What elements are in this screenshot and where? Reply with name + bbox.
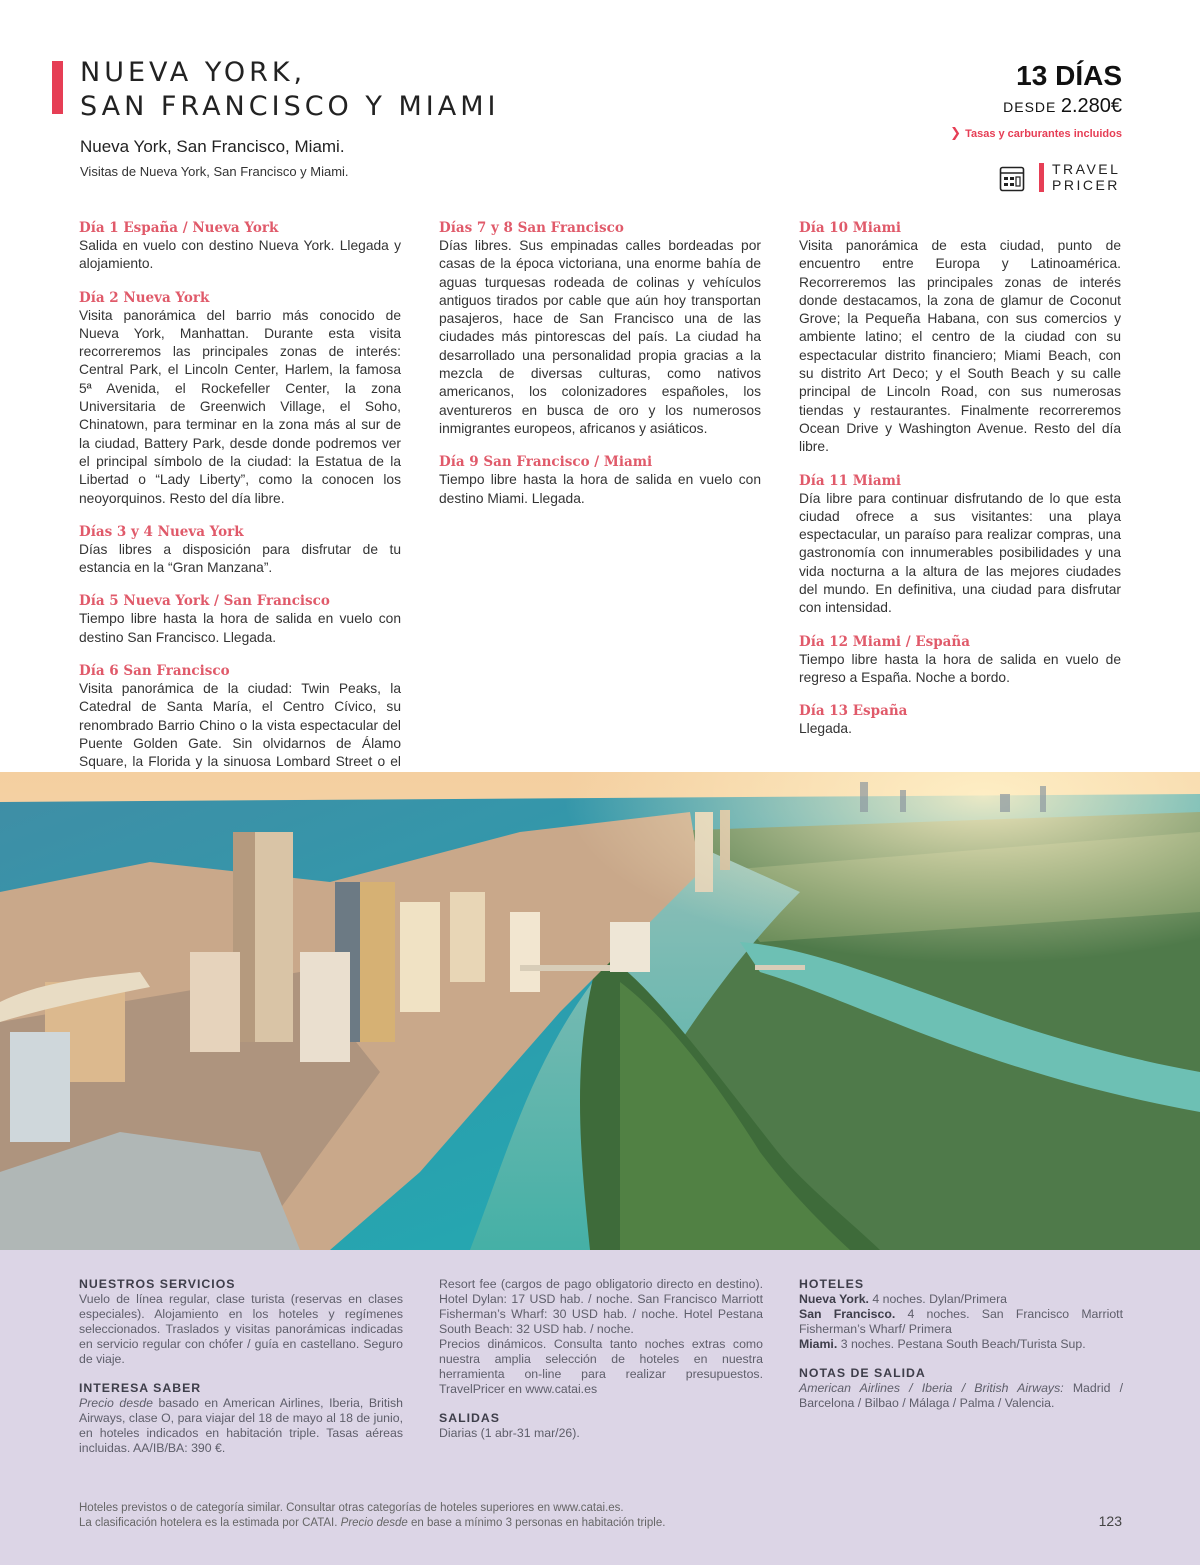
page-number: 123 [1098, 1513, 1122, 1529]
resort-fee-text: Resort fee (cargos de pago obligatorio directo en destino). Hotel Dylan: 17 USD hab. / noche. San Francisco Marriott Fisherman’s Wharf: 30 USD hab. / noche. Hotel Pestana South Beach: 32 USD hab. / noche. [439, 1277, 763, 1336]
notas-airlines: American Airlines / Iberia / British Airways: [799, 1381, 1064, 1395]
services-text: Vuelo de línea regular, clase turista (reservas en clases especiales). Alojamiento en los hoteles y regímenes seleccionados. Traslados y visitas panorámicas indicadas en servicio regular con chófer / guía en castellano. Seguro de viaje. [79, 1292, 403, 1366]
salidas-text: Diarias (1 abr-31 mar/26). [439, 1426, 580, 1440]
day-text: Tiempo libre hasta la hora de salida en vuelo con destino Miami. Llegada. [439, 472, 761, 506]
hotel-city: Nueva York. [799, 1292, 869, 1306]
day-text: Día libre para continuar disfrutando de lo que esta ciudad ofrece a sus visitantes: una playa espectacular, un paraíso para realizar compras, una gastronomía con innumerables posibilidades y una vida nocturna a la altura de las mejores ciudades del mundo. En definitiva, una ciudad para disfrutar con intensidad. [799, 490, 1121, 616]
itinerary-day [439, 219, 761, 438]
hotel-line [799, 1307, 1123, 1337]
itinerary-column-1 [79, 219, 401, 841]
services-heading: NUESTROS SERVICIOS [79, 1277, 236, 1291]
day-title: Día 11 Miami [799, 472, 902, 489]
title-accent-bar [52, 61, 63, 114]
footer-line-2-b: en base a mínimo 3 personas en habitación triple. [407, 1517, 666, 1529]
footer-line-2 [79, 1516, 665, 1531]
day-title: Día 9 San Francisco / Miami [439, 454, 653, 471]
taxes-note-text: Tasas y carburantes incluidos [965, 128, 1122, 140]
hotels-column [799, 1277, 1123, 1411]
day-title: Día 13 España [799, 703, 908, 720]
itinerary-day [79, 289, 401, 508]
day-title: Día 12 Miami / España [799, 633, 970, 650]
chevron-right-icon: ❯ [950, 125, 962, 140]
day-title: Día 10 Miami [799, 220, 902, 236]
day-text: Visita panorámica del barrio más conocido de Nueva York, Manhattan. Durante esta visita recorreremos las principales zonas de interés: Central Park, el Lincoln Center, Harlem, la famosa 5ª Avenida, el Rockefeller Center, la zona Universitaria de Greenwich Village, el Soho, Chinatown, para terminar en la zona más al sur de la ciudad, Battery Park, desde donde podremos ver el principal símbolo de la ciudad: la Estatua de la Libertad o “Lady Liberty”, como la conocen los neoyorquinos. Resto del día libre. [79, 307, 401, 506]
itinerary-day [439, 453, 761, 508]
visits-summary: Visitas de Nueva York, San Francisco y Miami. [80, 164, 349, 179]
itinerary-day [79, 523, 401, 578]
hotel-details: 3 noches. Pestana South Beach/Turista Sup. [837, 1337, 1086, 1351]
day-text: Visita panorámica de esta ciudad, punto de encuentro entre Europa y Latinoamérica. Recorreremos las principales zonas de interés donde destacamos, la zona de glamur de Coconut Grove; la Pequeña Habana, con sus comercios y ambiente latino; el centro de la ciudad con su espectacular distrito financiero; Miami Beach, con su distrito Art Deco; y el South Beach y su calle principal de Lincoln Road, con sus numerosas tiendas y restaurantes. Finalmente recorreremos Ocean Drive y Washington Avenue. Resto del día libre. [799, 238, 1121, 455]
day-title: Día 5 Nueva York / San Francisco [79, 593, 330, 610]
calculator-icon [999, 166, 1025, 192]
day-title: Días 3 y 4 Nueva York [79, 523, 244, 540]
fees-column [439, 1277, 763, 1441]
salidas-heading: SALIDAS [439, 1411, 500, 1425]
itinerary-day [79, 219, 401, 274]
interesa-text [79, 1396, 403, 1456]
interesa-body: basado en American Airlines, Iberia, British Airways, clase O, para viajar del 18 de mayo al 18 de junio, en hoteles indicados en habitación triple. Tasas aéreas incluidas. AA/IB/BA: 390 €. [79, 1396, 403, 1455]
price-block [1003, 95, 1122, 118]
hotel-details: 4 noches. San Francisco Marriott Fisherman’s Wharf/ Primera [799, 1307, 1123, 1336]
page-title [80, 56, 499, 124]
route-subtitle: Nueva York, San Francisco, Miami. [80, 137, 345, 156]
day-text: Tiempo libre hasta la hora de salida en vuelo de regreso a España. Noche a bordo. [799, 651, 1121, 685]
day-text: Llegada. [799, 721, 852, 737]
interesa-emphasis: Precio desde [79, 1396, 153, 1410]
day-text: Días libres a disposición para disfrutar de tu estancia en la “Gran Manzana”. [79, 541, 401, 576]
itinerary-day [799, 472, 1121, 618]
hotel-city: San Francisco. [799, 1307, 896, 1321]
taxes-note [950, 125, 1122, 141]
footer-line-1: Hoteles previstos o de categoría similar. Consultar otras categorías de hoteles superiores en www.catai.es. [79, 1502, 624, 1514]
day-title: Día 1 España / Nueva York [79, 220, 279, 236]
day-title: Día 6 San Francisco [79, 663, 230, 680]
hotel-details: 4 noches. Dylan/Primera [868, 1292, 1008, 1306]
notas-text [799, 1381, 1123, 1411]
travelpricer-logo[interactable] [1052, 161, 1120, 193]
price-value: 2.280€ [1060, 95, 1122, 117]
travelpricer-line-2: PRICER [1052, 177, 1120, 193]
footer-notes [79, 1501, 665, 1531]
travelpricer-line-1: TRAVEL [1052, 161, 1121, 177]
hotel-line [799, 1292, 1123, 1307]
title-line-1: NUEVA YORK, [80, 57, 307, 88]
trip-duration: 13 DÍAS [1016, 60, 1122, 91]
day-text: Visita panorámica de la ciudad: Twin Peaks, la Catedral de Santa María, el Centro Cívico, su renombrado Barrio Chino o la vista espectacular del Puente Golden Gate. Sin olvidarnos de Álamo Square, la Florida y la sinuosa Lombard Street o el [79, 681, 401, 770]
notas-cities: Madrid / Barcelona / Bilbao / Málaga / Palma / Valencia. [799, 1381, 1124, 1410]
itinerary-column-3 [799, 219, 1121, 754]
day-title: Días 7 y 8 San Francisco [439, 220, 624, 236]
day-text: Salida en vuelo con destino Nueva York. Llegada y alojamiento. [79, 238, 401, 272]
dynamic-prices-text: Precios dinámicos. Consulta tanto noches extras como nuestra amplia selección de hoteles en nuestra herramienta on-line para realizar presupuestos. TravelPricer en www.catai.es [439, 1337, 763, 1396]
hotel-city: Miami. [799, 1337, 838, 1351]
price-label: DESDE [1003, 99, 1057, 115]
itinerary-column-2 [439, 219, 761, 523]
hotel-line [799, 1337, 1123, 1352]
day-text: Tiempo libre hasta la hora de salida en vuelo con destino San Francisco. Llegada. [79, 611, 401, 645]
interesa-heading: INTERESA SABER [79, 1381, 202, 1395]
itinerary-day [799, 219, 1121, 457]
itinerary-day [799, 633, 1121, 688]
itinerary-day [79, 592, 401, 647]
title-line-2: SAN FRANCISCO Y MIAMI [80, 91, 500, 122]
miami-aerial-photo [0, 772, 1200, 1250]
travelpricer-accent-bar [1039, 163, 1044, 192]
footer-line-2-em: Precio desde [340, 1517, 408, 1529]
photo-illustration [0, 772, 1200, 1250]
day-text: Días libres. Sus empinadas calles bordeadas por casas de la época victoriana, una enorme bahía de aguas turquesas rodeada de colinas y vehículos antiguos tirados por cable que aún hoy transportan pasajeros, hace de San Francisco una de las ciudades más pintorescas del país. La ciudad ha desarrollado una personalidad propia gracias a la mezcla de diversas culturas, como nativos americanos, los colonizadores españoles, los aventureros en busca de oro y los numerosos inmigrantes europeos, africanos y asiáticos. [439, 238, 761, 436]
itinerary-day [799, 702, 1121, 738]
footer-line-2-a: La clasificación hotelera es la estimada por CATAI. [79, 1517, 341, 1529]
notas-heading: NOTAS DE SALIDA [799, 1366, 926, 1380]
day-title: Día 2 Nueva York [79, 289, 210, 306]
hotels-heading: HOTELES [799, 1277, 865, 1291]
services-column [79, 1277, 403, 1456]
